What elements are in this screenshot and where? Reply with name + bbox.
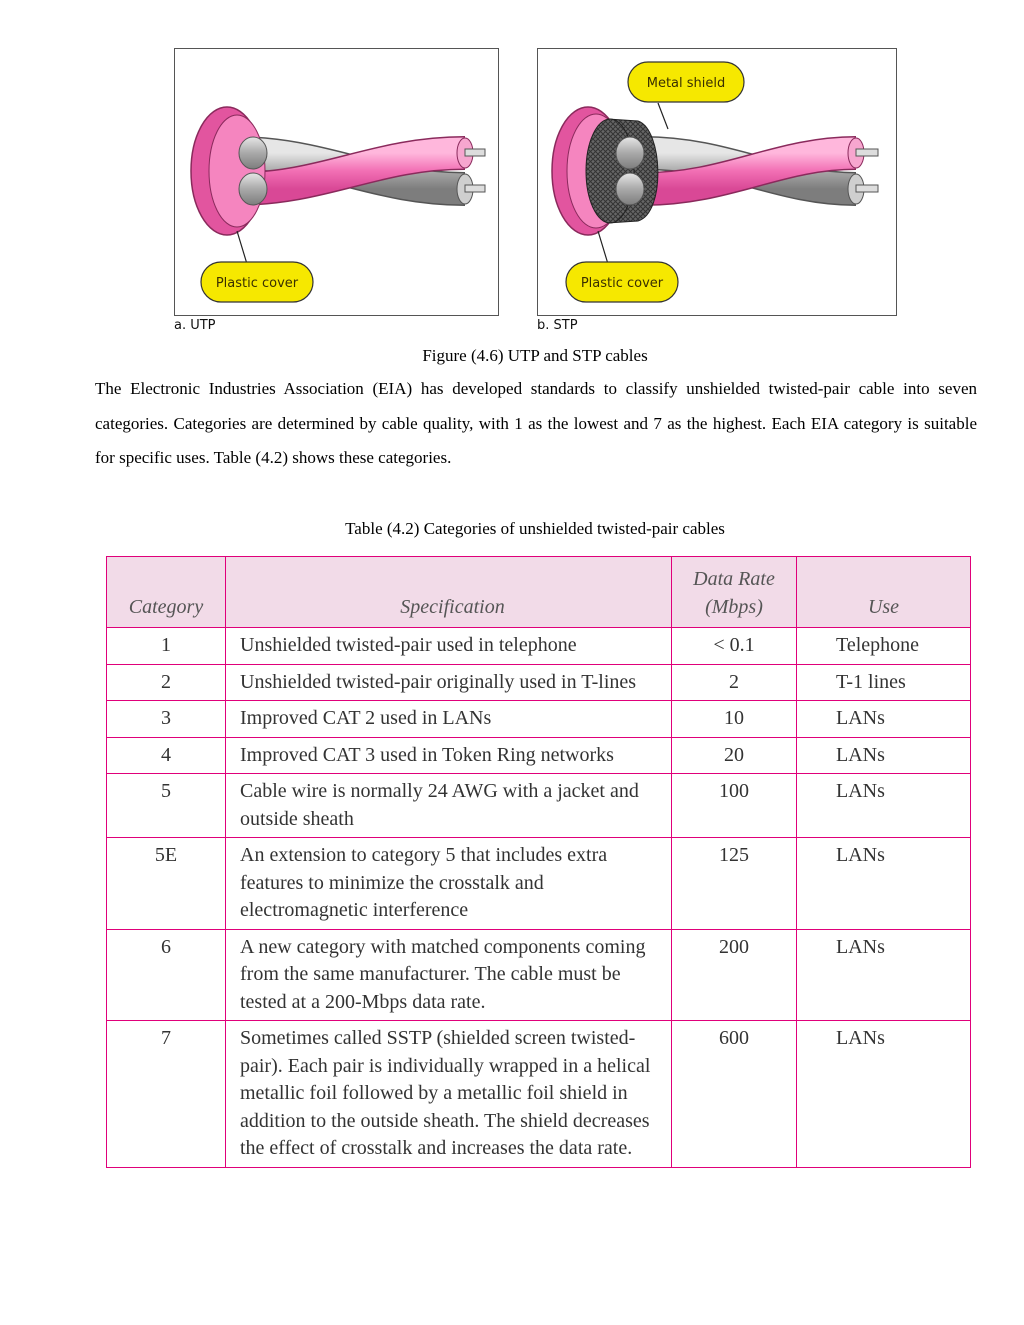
cell-use: LANs <box>797 701 971 738</box>
cell-specification: Cable wire is normally 24 AWG with a jacket and outside sheath <box>226 774 672 838</box>
cell-data-rate: 200 <box>672 929 797 1021</box>
cell-data-rate: 600 <box>672 1021 797 1168</box>
cell-category: 3 <box>107 701 226 738</box>
header-data-rate-line2: (Mbps) <box>705 595 763 618</box>
cell-category: 2 <box>107 664 226 701</box>
table-row <box>107 1021 971 1168</box>
cell-category: 4 <box>107 737 226 774</box>
stp-cable-illustration <box>538 49 896 315</box>
utp-figure-panel <box>174 48 499 316</box>
cell-category: 6 <box>107 929 226 1021</box>
cell-data-rate: 125 <box>672 838 797 930</box>
cell-use: Telephone <box>797 628 971 665</box>
cell-use: LANs <box>797 737 971 774</box>
header-category: Category <box>107 557 226 628</box>
header-specification: Specification <box>226 557 672 628</box>
cell-use: LANs <box>797 838 971 930</box>
utp-cable-illustration <box>175 49 498 315</box>
table-row <box>107 701 971 738</box>
cell-use: LANs <box>797 774 971 838</box>
table-row <box>107 838 971 930</box>
cell-specification: Improved CAT 3 used in Token Ring networks <box>226 737 672 774</box>
cell-data-rate: < 0.1 <box>672 628 797 665</box>
cell-category: 5E <box>107 838 226 930</box>
stp-bottom-callout-text: Plastic cover <box>580 276 664 291</box>
cell-specification: A new category with matched components coming from the same manufacturer. The cable must be tested at a 200-Mbps data rate. <box>226 929 672 1021</box>
cell-data-rate: 20 <box>672 737 797 774</box>
cell-data-rate: 100 <box>672 774 797 838</box>
cell-specification: Improved CAT 2 used in LANs <box>226 701 672 738</box>
table-header-row <box>107 557 971 628</box>
cell-specification: Unshielded twisted-pair originally used in T-lines <box>226 664 672 701</box>
cell-category: 1 <box>107 628 226 665</box>
header-data-rate <box>672 557 797 628</box>
cell-specification: An extension to category 5 that includes extra features to minimize the crosstalk and electromagnetic interference <box>226 838 672 930</box>
utp-label: a. UTP <box>174 318 216 333</box>
cell-data-rate: 10 <box>672 701 797 738</box>
stp-figure-panel <box>537 48 897 316</box>
stp-top-callout-text: Metal shield <box>646 76 726 91</box>
cell-specification: Sometimes called SSTP (shielded screen twisted-pair). Each pair is individually wrapped in a helical metallic foil followed by a metallic foil shield in addition to the outside sheath. The shield decreases the effect of crosstalk and increases the data rate. <box>226 1021 672 1168</box>
table-row <box>107 664 971 701</box>
cell-category: 5 <box>107 774 226 838</box>
stp-label: b. STP <box>537 318 578 333</box>
header-use: Use <box>797 557 971 628</box>
cell-category: 7 <box>107 1021 226 1168</box>
cell-use: T-1 lines <box>797 664 971 701</box>
cell-data-rate: 2 <box>672 664 797 701</box>
utp-callout-text: Plastic cover <box>215 276 299 291</box>
table-row <box>107 774 971 838</box>
cell-specification: Unshielded twisted-pair used in telephone <box>226 628 672 665</box>
table-row <box>107 929 971 1021</box>
header-data-rate-line1: Data Rate <box>693 568 775 590</box>
table-row <box>107 737 971 774</box>
body-paragraph: The Electronic Industries Association (EIA) has developed standards to classify unshielded twisted-pair cable into seven categories. Categories are determined by cable quality, with 1 as the lowest and 7 as the highest. Each EIA category is suitable for specific uses. Table (4.2) shows these categories. <box>95 379 977 467</box>
figure-caption: Figure (4.6) UTP and STP cables <box>422 346 648 365</box>
cell-use: LANs <box>797 929 971 1021</box>
categories-table <box>106 556 971 1168</box>
cell-use: LANs <box>797 1021 971 1168</box>
table-row <box>107 628 971 665</box>
table-caption: Table (4.2) Categories of unshielded twisted-pair cables <box>345 519 725 538</box>
